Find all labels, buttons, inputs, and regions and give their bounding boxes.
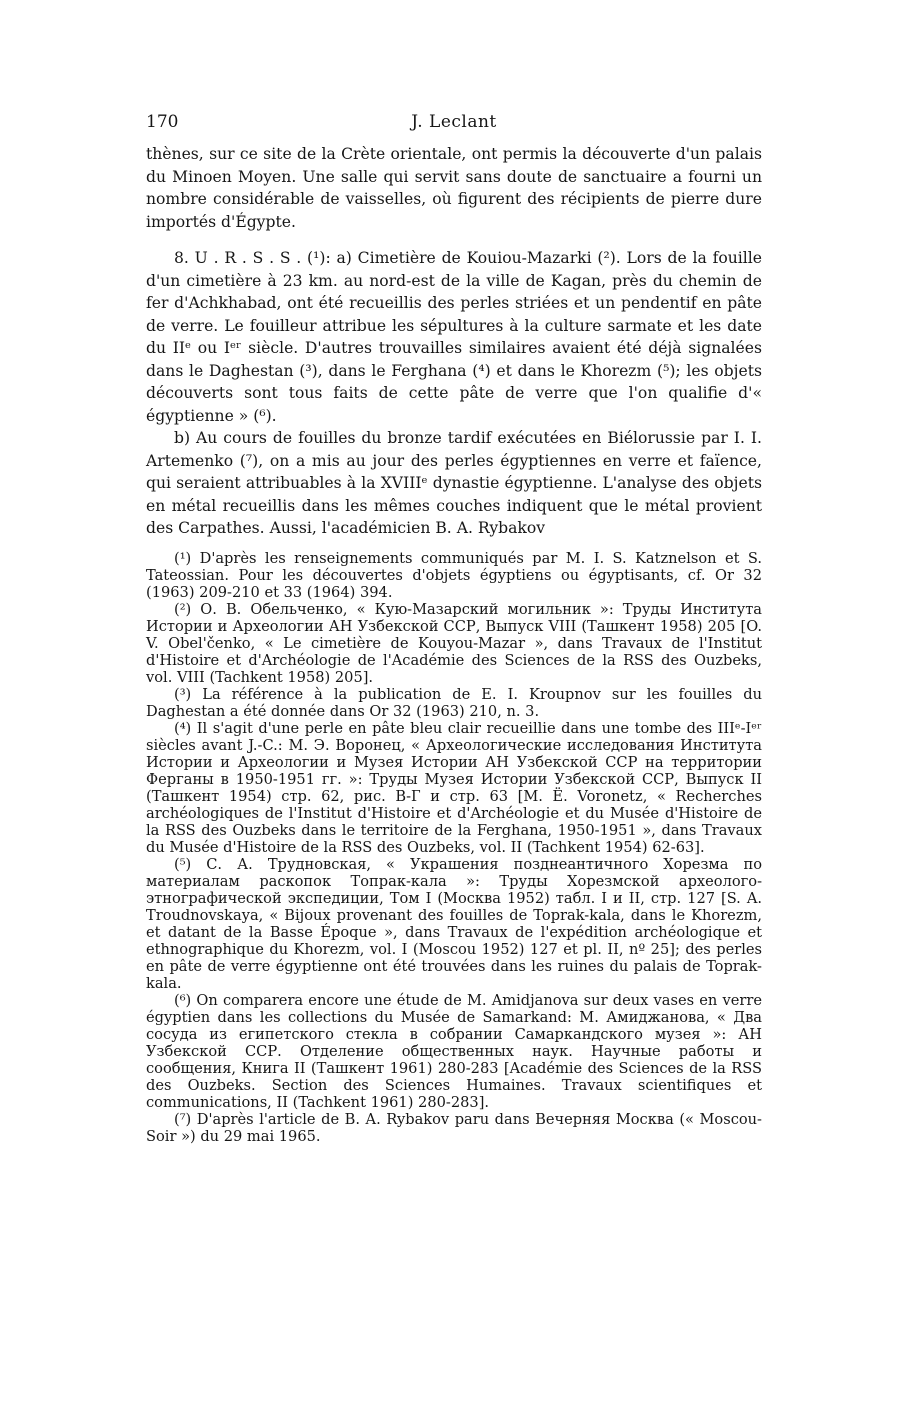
footnote-5: (⁵) С. А. Трудновская, « Украшения позднеантичного Хорезма по материалам раскопок Топрак-кала »: Труды Хорезмской археолого-этнографической экспедиции, Том I (Москва 1952) табл. I и II, стр. 127 [S. A. Troudnovskaya, « Bijoux provenant des fouilles de Toprak-kala, dans le Khorezm, et datant de la Basse Époque », dans Travaux de l'expédition archéologique et ethnographique du Khorezm, vol. I (Moscou 1952) 127 et pl. II, nº 25]; des perles en pâte de verre égyptienne ont été trouvées dans les ruines du palais de Toprak-kala.: [146, 856, 762, 992]
body-text: [146, 143, 762, 540]
body-paragraph: b) Au cours de fouilles du bronze tardif exécutées en Biélorussie par I. I. Artemenko (⁷), on a mis au jour des perles égyptiennes en verre et faïence, qui seraient attribuables à la XVIIIᵉ dynastie égyptienne. L'analyse des objets en métal recueillis dans les mêmes couches indiquent que le métal provient des Carpathes. Aussi, l'académicien B. A. Rybakov: [146, 429, 762, 537]
page-number: 170: [146, 112, 179, 132]
footnotes: [146, 550, 762, 1145]
page-header: [146, 112, 762, 140]
footnote-3: (³) La référence à la publication de E. I. Kroupnov sur les fouilles du Daghestan a été donnée dans Or 32 (1963) 210, n. 3.: [146, 686, 762, 720]
running-head: J. Leclant: [411, 112, 497, 132]
body-paragraph: 8. U . R . S . S . (¹): a) Cimetière de Kouiou-Mazarki (²). Lors de la fouille d'un cimetière à 23 km. au nord-est de la ville de Kagan, près du chemin de fer d'Achkhabad, ont été recueillis des perles striées et un pendentif en pâte de verre. Le fouilleur attribue les sépultures à la culture sarmate et les date du IIᵉ ou Iᵉʳ siècle. D'autres trouvailles similaires avaient été déjà signalées dans le Daghestan (³), dans le Ferghana (⁴) et dans le Khorezm (⁵); les objets découverts sont tous faits de cette pâte de verre que l'on qualifie d'« égyptienne » (⁶).: [146, 249, 762, 425]
body-paragraph: thènes, sur ce site de la Crète orientale, ont permis la découverte d'un palais du Minoen Moyen. Une salle qui servit sans doute de sanctuaire a fourni un nombre considérable de vaisselles, où figurent des récipients de pierre dure importés d'Égypte.: [146, 145, 762, 231]
footnote-7: (⁷) D'après l'article de B. A. Rybakov paru dans Вечерняя Москва (« Moscou-Soir ») du 29 mai 1965.: [146, 1111, 762, 1145]
footnote-4: (⁴) Il s'agit d'une perle en pâte bleu clair recueillie dans une tombe des IIIᵉ-Iᵉʳ siècles avant J.-C.: М. Э. Воронец, « Археологические исследования Института Истории и Археологии и Музея Истории АН Узбекской ССР на территории Ферганы в 1950-1951 гг. »: Труды Музея Истории Узбекской ССР, Выпуск II (Ташкент 1954) стр. 62, рис. В-Г и стр. 63 [M. Ë. Voronetz, « Recherches archéologiques de l'Institut d'Histoire et d'Archéologie et du Musée d'Histoire de la RSS des Ouzbeks dans le territoire de la Ferghana, 1950-1951 », dans Travaux du Musée d'Histoire de la RSS des Ouzbeks, vol. II (Tachkent 1954) 62-63].: [146, 720, 762, 856]
footnote-6: (⁶) On comparera encore une étude de M. Amidjanova sur deux vases en verre égyptien dans les collections du Musée de Samarkand: М. Амиджанова, « Два сосуда из египетского стекла в собрании Самаркандского музея »: АН Узбекской ССР. Отделение общественных наук. Научные работы и сообщения, Книга II (Ташкент 1961) 280-283 [Académie des Sciences de la RSS des Ouzbeks. Section des Sciences Humaines. Travaux scientifiques et communications, II (Tachkent 1961) 280-283].: [146, 992, 762, 1111]
footnote-1: (¹) D'après les renseignements communiqués par M. I. S. Katznelson et S. Tateossian. Pour les découvertes d'objets égyptiens ou égyptisants, cf. Or 32 (1963) 209-210 et 33 (1964) 394.: [146, 550, 762, 601]
footnote-2: (²) О. В. Обельченко, « Кую-Мазарский могильник »: Труды Института Истории и Археологии АН Узбекской ССР, Выпуск VIII (Ташкент 1958) 205 [O. V. Obel'čenko, « Le cimetière de Kouyou-Mazar », dans Travaux de l'Institut d'Histoire et d'Archéologie de l'Académie des Sciences de la RSS des Ouzbeks, vol. VIII (Tachkent 1958) 205].: [146, 601, 762, 686]
